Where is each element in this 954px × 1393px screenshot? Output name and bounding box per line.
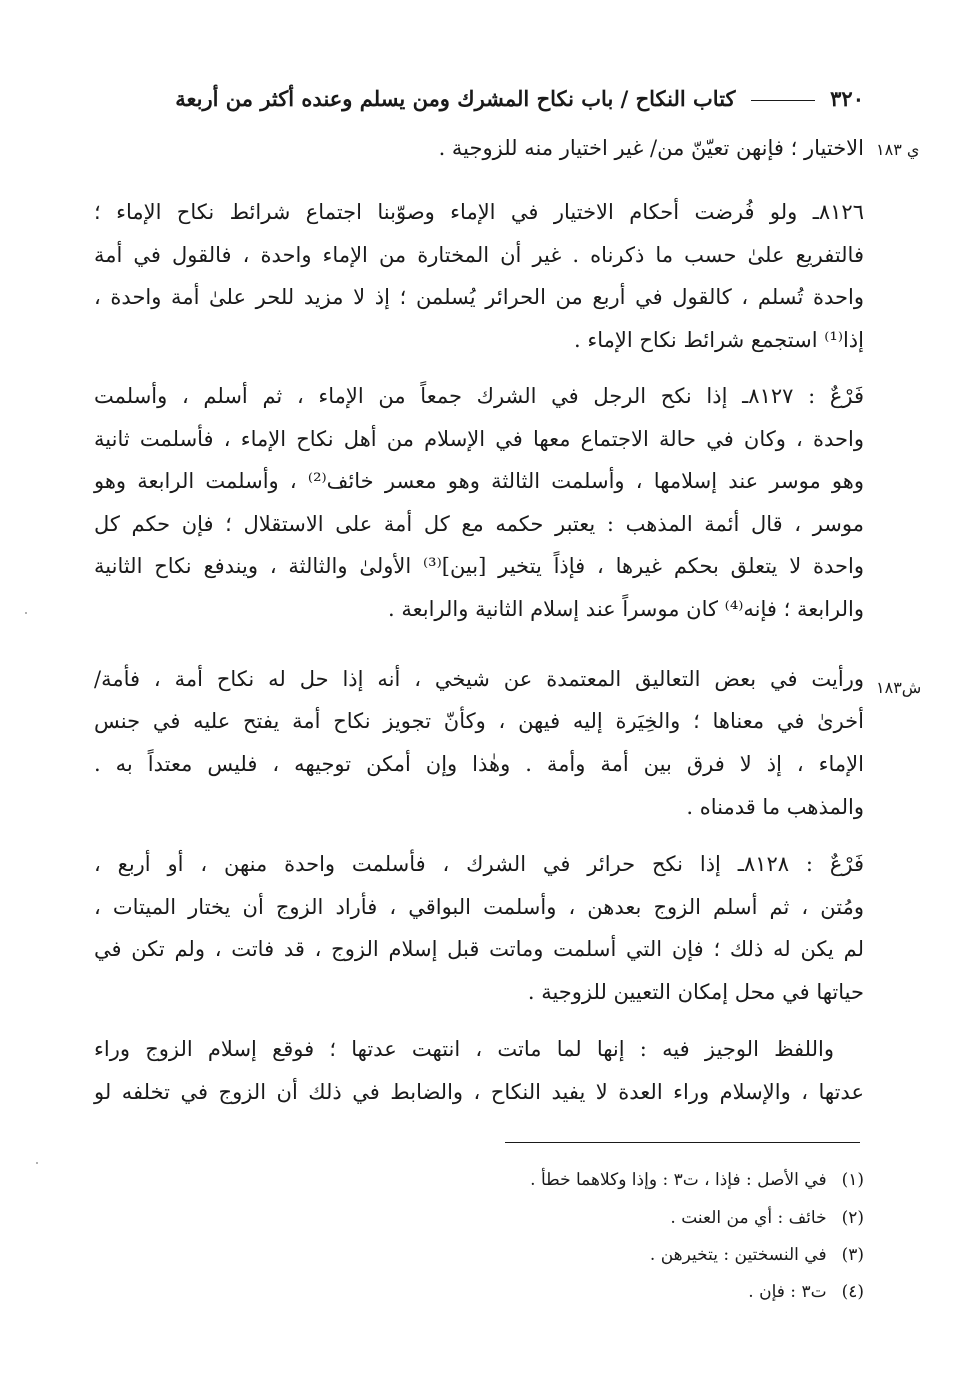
header-title: كتاب النكاح / باب نكاح المشرك ومن يسلم وعنده أكثر من أربعة (175, 86, 736, 111)
footnote-1 (530, 1168, 864, 1192)
paragraph-5-line: واللفظ الوجيز فيه : إنها لما ماتت ، انتهت عدتها ؛ فوقع إسلام الزوج وراء (94, 1037, 834, 1061)
scan-speck (25, 612, 27, 614)
paragraph-2-line: واحدة لا يتعلق بحكم غيرها ، فإذاً يتخير [بين]⁽³⁾ الأولىٰ والثالثة ، ويندفع نكاح الثانية (94, 554, 865, 578)
footnote-text: خائف : أي من العنت . (670, 1208, 827, 1228)
scan-speck (36, 1162, 38, 1164)
paragraph-1-line: فالتفريع علىٰ حسب ما ذكرناه . غير أن المختارة من الإماء واحدة ، فالقول في أمة (94, 243, 864, 267)
paragraph-1-line: ٨١٢٦ـ ولو فُرضت أحكام الاختيار في الإماء وصوّبنا اجتماع شرائط نكاح الإماء ؛ (94, 200, 864, 224)
paragraph-4-line: حياتها في محل إمكان التعيين للزوجية . (527, 980, 864, 1004)
footnote-text: في الأصل : فإذا ، ت٣ : وإذا وكلاهما خطأ . (530, 1170, 827, 1190)
footnote-number: (٤) (841, 1282, 864, 1302)
paragraph-2-line: والرابعة ؛ فإنه⁽⁴⁾ كان موسراً عند إسلام الثانية والرابعة . (388, 597, 864, 621)
paragraph-4-line: فَرْعٌ : ٨١٢٨ـ إذا نكح حرائر في الشرك ، فأسلمت واحدة منهن ، أو أربع ، (94, 852, 864, 876)
paragraph-3-line: ورأيت في بعض التعاليق المعتمدة عن شيخي ، أنه إذا حل له نكاح أمة ، فأمة/ (94, 667, 864, 691)
paragraph-1-line: واحدة تُسلم ، كالقول في أربع من الحرائر يُسلمن ؛ إذ لا مزيد للحر علىٰ أمة واحدة ، (94, 285, 864, 309)
footnote-number: (٣) (841, 1245, 864, 1265)
paragraph-2-line: موسر ، قال أئمة المذهب : يعتبر حكمه مع كل أمة على الاستقلال ؛ فإن حكم كل (94, 512, 864, 536)
paragraph-3-line: أخرىٰ في معناها ؛ والخِيَرة إليه فيهن ، وكأنّ تجويز نكاح أمة يفتح عليه في جنس (94, 709, 864, 733)
paragraph-5-line: عدتها ، والإسلام وراء العدة لا يفيد النكاح ، والضابط في ذلك أن الزوج في تخلفه لو (94, 1080, 864, 1104)
footnote-4 (748, 1280, 864, 1304)
footnote-number: (١) (841, 1170, 864, 1190)
footnote-separator (505, 1142, 860, 1143)
paragraph-4-line: ومُتن ، ثم أسلم الزوج بعدهن ، وأسلمت البواقي ، فأراد الزوج أن يختار الميتات ، (94, 895, 864, 919)
paragraph-3-line: الإماء ، إذ لا فرق بين أمة وأمة . وهٰذا وإن أمكن توجيهه ، فليس معتداً به . (94, 752, 864, 776)
header-rule (751, 100, 815, 101)
margin-note-2: ش١٨٣ (876, 678, 922, 697)
page-number: ٣٢٠ (830, 86, 864, 111)
paragraph-1-line: إذا⁽¹⁾ استجمع شرائط نكاح الإماء . (574, 328, 864, 352)
footnote-2 (670, 1206, 864, 1230)
paragraph-2-line: فَرْعٌ : ٨١٢٧ـ إذا نكح الرجل في الشرك جمعاً من الإماء ، ثم أسلم ، وأسلمت (94, 384, 865, 408)
footnote-3 (650, 1243, 864, 1267)
paragraph-3-line: والمذهب ما قدمناه . (686, 795, 864, 819)
paragraph-4-line: لم يكن له ذلك ؛ فإن التي أسلمت وماتت قبل إسلام الزوج ، قد فاتت ، ولم تكن في (94, 937, 864, 961)
body-line: الاختيار ؛ فإنهن تعيّنّ من/ غير اختيار منه للزوجية . (438, 136, 864, 160)
running-header (175, 84, 864, 114)
paragraph-2-line: وهو موسر عند إسلامها ، وأسلمت الثالثة وهو معسر خائف⁽²⁾ ، وأسلمت الرابعة وهو (94, 469, 864, 493)
margin-note-1: ي ١٨٣ (876, 140, 920, 159)
footnote-text: ت٣ : فإن . (748, 1282, 827, 1302)
paragraph-2-line: واحدة ، وكان في حالة الاجتماع معها في الإسلام من أهل نكاح الإماء ، فأسلمت ثانية (94, 427, 864, 451)
footnote-number: (٢) (841, 1208, 864, 1228)
footnote-text: في النسختين : يتخيرهن . (649, 1245, 827, 1265)
